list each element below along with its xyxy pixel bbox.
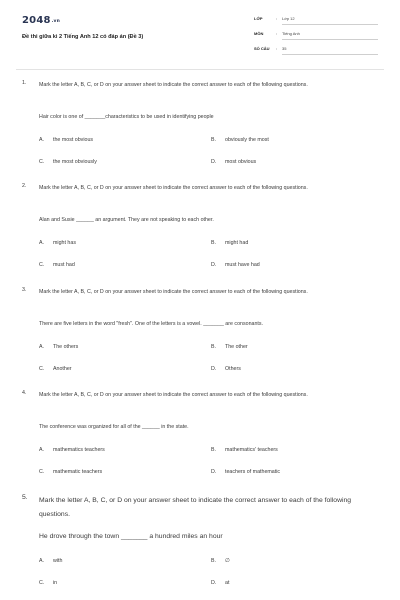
meta-colon: : <box>276 31 278 36</box>
option-letter: C. <box>39 262 45 268</box>
option-text: with <box>53 558 63 564</box>
option-text: must have had <box>225 262 260 268</box>
option-b[interactable] <box>211 445 278 455</box>
question-number: 1. <box>22 80 27 86</box>
option-text: in <box>53 580 58 586</box>
option-letter: C. <box>39 159 45 165</box>
question-instruction: Mark the letter A, B, C, or D on your answer sheet to indicate the correct answer to each of the following questions. <box>39 392 308 398</box>
option-a[interactable] <box>39 135 93 145</box>
page-header <box>0 0 400 64</box>
option-letter: B. <box>211 558 217 564</box>
question-sentence: Alan and Susie ______ an argument. They are not speaking to each other. <box>39 217 214 223</box>
option-text: teachers of mathematic <box>225 469 281 475</box>
meta-value: Lớp 12 <box>282 16 295 21</box>
option-text: most obvious <box>225 159 257 165</box>
option-letter: C. <box>39 469 45 475</box>
question-instruction: Mark the letter A, B, C, or D on your answer sheet to indicate the correct answer to each of the following questions. <box>39 289 308 295</box>
question-number: 4. <box>22 390 27 396</box>
option-text: mathematics teachers <box>53 447 105 453</box>
option-letter: C. <box>39 580 45 586</box>
option-text: the most obvious <box>53 137 94 143</box>
option-letter: A. <box>39 137 45 143</box>
question-sentence: Hair color is one of _______characteristics to be used in identifying people <box>39 114 214 120</box>
site-logo[interactable] <box>22 15 60 26</box>
question-sentence: The conference was organized for all of the ______ in the state. <box>39 424 189 430</box>
option-d[interactable] <box>211 157 256 167</box>
question-1 <box>22 80 380 180</box>
header-divider <box>16 69 384 70</box>
option-a[interactable] <box>39 445 105 455</box>
meta-row-class <box>254 14 378 25</box>
option-c[interactable] <box>39 157 97 167</box>
option-letter: A. <box>39 240 45 246</box>
option-d[interactable] <box>211 260 260 270</box>
question-instruction: Mark the letter A, B, C, or D on your answer sheet to indicate the correct answer to each of the following questions. <box>39 82 308 88</box>
meta-colon: : <box>276 46 278 51</box>
question-4 <box>22 390 380 490</box>
meta-colon: : <box>276 16 278 21</box>
meta-label: LỚP <box>254 16 263 21</box>
option-d[interactable] <box>211 467 280 477</box>
option-letter: B. <box>211 447 217 453</box>
option-letter: D. <box>211 469 217 475</box>
option-c[interactable] <box>39 364 72 374</box>
option-letter: C. <box>39 366 45 372</box>
option-c[interactable] <box>39 260 75 270</box>
option-letter: B. <box>211 240 217 246</box>
option-letter: B. <box>211 344 217 350</box>
option-text: Another <box>53 366 72 372</box>
question-number: 3. <box>22 287 27 293</box>
option-text: ∅ <box>225 558 230 564</box>
logo-tld: .vn <box>51 19 61 24</box>
meta-value: Tiếng Anh <box>282 31 300 36</box>
meta-row-count <box>254 44 378 55</box>
option-c[interactable] <box>39 467 102 477</box>
question-3 <box>22 287 380 387</box>
option-b[interactable] <box>211 342 248 352</box>
logo-text: 2048 <box>22 15 51 26</box>
option-letter: D. <box>211 262 217 268</box>
option-letter: A. <box>39 447 45 453</box>
option-d[interactable] <box>211 364 241 374</box>
option-letter: D. <box>211 580 217 586</box>
option-letter: B. <box>211 137 217 143</box>
option-text: must had <box>53 262 75 268</box>
question-number: 2. <box>22 183 27 189</box>
option-a[interactable] <box>39 238 76 248</box>
option-b[interactable] <box>211 556 230 566</box>
option-d[interactable] <box>211 578 229 588</box>
meta-underline <box>282 39 378 40</box>
question-instruction: Mark the letter A, B, C, or D on your answer sheet to indicate the correct answer to each of the following questions. <box>39 497 352 518</box>
question-sentence: There are five letters in the word "fresh". One of the letters is a vowel. _______ are consonants. <box>39 321 263 327</box>
option-text: the most obviously <box>53 159 97 165</box>
meta-underline <box>282 24 378 25</box>
option-letter: D. <box>211 366 217 372</box>
option-letter: A. <box>39 344 45 350</box>
meta-label: SỐ CÂU <box>254 46 270 51</box>
option-text: at <box>225 580 230 586</box>
question-sentence: He drove through the town _______ a hundred miles an hour <box>39 533 223 540</box>
option-letter: D. <box>211 159 217 165</box>
option-a[interactable] <box>39 342 78 352</box>
meta-label: MÔN <box>254 31 264 36</box>
question-instruction: Mark the letter A, B, C, or D on your answer sheet to indicate the correct answer to each of the following questions. <box>39 185 308 191</box>
meta-underline <box>282 54 378 55</box>
option-text: mathematic teachers <box>53 469 103 475</box>
meta-value: 35 <box>282 46 287 51</box>
option-b[interactable] <box>211 135 269 145</box>
option-text: The others <box>53 344 79 350</box>
option-a[interactable] <box>39 556 62 566</box>
option-letter: A. <box>39 558 45 564</box>
option-b[interactable] <box>211 238 248 248</box>
option-text: might had <box>225 240 249 246</box>
exam-title: Đề thi giữa kì 2 Tiếng Anh 12 có đáp án (Đề 3) <box>22 34 144 40</box>
option-text: The other <box>225 344 248 350</box>
meta-row-subject <box>254 29 378 40</box>
option-text: Others <box>225 366 241 372</box>
option-text: mathematics' teachers <box>225 447 278 453</box>
question-2 <box>22 183 380 283</box>
option-text: might has <box>53 240 76 246</box>
question-number: 5. <box>22 494 28 501</box>
option-c[interactable] <box>39 578 57 588</box>
question-5 <box>22 494 380 598</box>
option-text: obviously the most <box>225 137 269 143</box>
